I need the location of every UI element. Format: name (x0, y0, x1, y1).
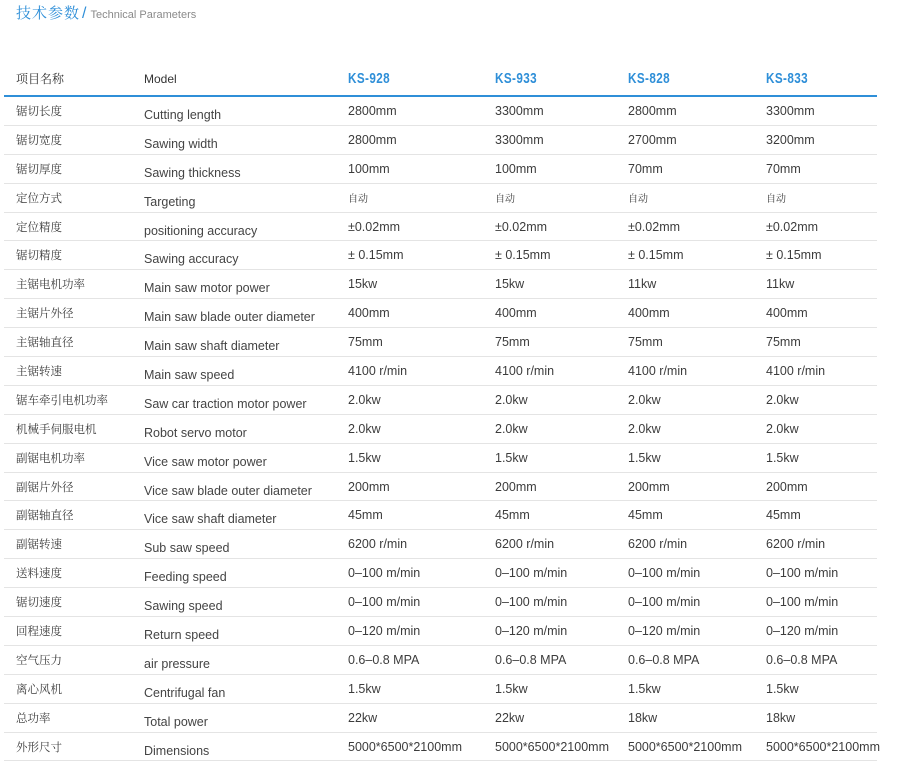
param-value: 75mm (628, 335, 663, 350)
model-heading: KS-928 (348, 70, 391, 87)
param-value: 3300mm (495, 103, 544, 118)
param-value: 2.0kw (766, 421, 799, 436)
param-value: 200mm (348, 479, 390, 494)
param-value: 4100 r/min (348, 363, 408, 378)
param-value: 400mm (348, 306, 390, 321)
param-name-en: Vice saw motor power (144, 454, 267, 469)
param-value: ±0.02mm (766, 219, 819, 234)
param-value: 2800mm (628, 103, 677, 118)
param-value: 200mm (766, 479, 808, 494)
param-name-cn: 锯切速度 (16, 595, 62, 610)
param-value: 45mm (495, 508, 530, 523)
param-name-cn: 定位精度 (16, 219, 62, 234)
param-value: 0–120 m/min (495, 623, 568, 638)
table-row (4, 617, 877, 646)
param-name-cn: 锯切长度 (16, 103, 62, 118)
param-value: 0.6–0.8 MPA (495, 652, 567, 667)
param-value: 5000*6500*2100mm (348, 739, 462, 754)
param-value: 2800mm (348, 103, 397, 118)
param-value: 15kw (495, 277, 525, 292)
param-name-en: Sub saw speed (144, 541, 230, 556)
param-value: 0–100 m/min (348, 595, 421, 610)
table-row (4, 588, 877, 617)
title-separator: / (82, 5, 87, 22)
param-value: 2.0kw (495, 421, 528, 436)
param-value: 1.5kw (628, 681, 661, 696)
model-heading: KS-828 (628, 70, 671, 87)
param-name-cn: 主锯轴直径 (16, 335, 74, 350)
param-value: 3300mm (766, 103, 815, 118)
param-name-cn: 空气压力 (16, 652, 62, 667)
param-value: 70mm (628, 161, 663, 176)
param-value: 2.0kw (495, 392, 528, 407)
header-item-name-cn: 项目名称 (16, 72, 65, 86)
table-row (4, 357, 877, 386)
table-header-row (4, 62, 877, 97)
param-value: 0–120 m/min (348, 623, 421, 638)
table-row (4, 473, 877, 502)
param-name-en: Feeding speed (144, 570, 227, 585)
table-row (4, 126, 877, 155)
param-name-en: Main saw shaft diameter (144, 339, 280, 354)
param-value: 200mm (495, 479, 537, 494)
param-value: 18kw (766, 710, 796, 725)
param-value: 2.0kw (628, 421, 661, 436)
param-value: 0–100 m/min (628, 566, 701, 581)
param-value: 0–100 m/min (628, 595, 701, 610)
param-value: 2.0kw (348, 421, 381, 436)
table-row (4, 270, 877, 299)
param-value: 0–100 m/min (495, 566, 568, 581)
table-row (4, 704, 877, 733)
param-value: 2.0kw (348, 392, 381, 407)
param-value: 自动 (766, 194, 786, 206)
param-name-cn: 机械手伺服电机 (16, 421, 97, 436)
param-value: 200mm (628, 479, 670, 494)
param-value: ±0.02mm (348, 219, 401, 234)
param-value: 100mm (495, 161, 537, 176)
param-name-cn: 定位方式 (16, 190, 62, 205)
param-name-en: Total power (144, 714, 208, 729)
param-value: 2700mm (628, 132, 677, 147)
param-value: 3200mm (766, 132, 815, 147)
param-value: 5000*6500*2100mm (495, 739, 609, 754)
table-row (4, 155, 877, 184)
param-value: 18kw (628, 710, 658, 725)
param-value: 45mm (628, 508, 663, 523)
param-name-cn: 送料速度 (16, 566, 62, 581)
param-value: 45mm (348, 508, 383, 523)
table-row (4, 530, 877, 559)
table-row (4, 646, 877, 675)
table-row (4, 444, 877, 473)
table-row (4, 97, 877, 126)
param-name-en: Sawing speed (144, 599, 223, 614)
param-value: ±0.02mm (628, 219, 681, 234)
param-value: 75mm (766, 335, 801, 350)
param-value: 0–100 m/min (495, 595, 568, 610)
param-value: 1.5kw (495, 450, 528, 465)
table-row (4, 328, 877, 357)
param-value: 2.0kw (766, 392, 799, 407)
model-heading: KS-933 (495, 70, 538, 87)
param-name-en: Targeting (144, 194, 196, 209)
param-value: 3300mm (495, 132, 544, 147)
param-value: 75mm (348, 335, 383, 350)
param-value: 1.5kw (766, 450, 799, 465)
param-value: 6200 r/min (766, 537, 826, 552)
param-name-en: Sawing thickness (144, 165, 241, 180)
param-value: 6200 r/min (348, 537, 408, 552)
param-name-cn: 主锯电机功率 (16, 277, 85, 292)
param-name-cn: 总功率 (16, 710, 51, 725)
param-name-en: air pressure (144, 656, 210, 671)
param-name-cn: 锯车牵引电机功率 (16, 392, 108, 407)
param-value: ± 0.15mm (766, 248, 822, 263)
param-value: 45mm (766, 508, 801, 523)
param-value: ± 0.15mm (348, 248, 404, 263)
spec-table (4, 62, 880, 761)
param-value: 4100 r/min (766, 363, 826, 378)
param-value: 0–100 m/min (766, 566, 839, 581)
table-row (4, 415, 877, 444)
param-value: 0.6–0.8 MPA (766, 652, 838, 667)
param-name-cn: 锯切精度 (16, 248, 62, 263)
param-name-en: Main saw motor power (144, 281, 270, 296)
param-name-en: Centrifugal fan (144, 685, 226, 700)
param-name-en: Vice saw blade outer diameter (144, 483, 312, 498)
table-row (4, 501, 877, 530)
param-value: 0.6–0.8 MPA (348, 652, 420, 667)
param-value: 5000*6500*2100mm (766, 739, 880, 754)
param-name-cn: 副锯轴直径 (16, 508, 74, 523)
param-name-en: Robot servo motor (144, 425, 247, 440)
param-name-en: Main saw blade outer diameter (144, 310, 315, 325)
param-name-en: Sawing accuracy (144, 252, 239, 267)
param-value: 1.5kw (766, 681, 799, 696)
param-name-cn: 回程速度 (16, 623, 62, 638)
param-value: 15kw (348, 277, 378, 292)
param-value: 75mm (495, 335, 530, 350)
param-value: 11kw (766, 277, 795, 292)
param-name-en: Return speed (144, 627, 220, 642)
param-value: 400mm (766, 306, 808, 321)
table-row (4, 733, 880, 762)
table-row (4, 675, 877, 704)
model-heading: KS-833 (766, 70, 809, 87)
param-value: 自动 (495, 194, 515, 206)
header-model-label: Model (144, 71, 177, 86)
param-value: 1.5kw (495, 681, 528, 696)
param-name-cn: 离心风机 (16, 681, 62, 696)
param-value: 0–120 m/min (628, 623, 701, 638)
param-value: 0–100 m/min (348, 566, 421, 581)
param-value: 400mm (628, 306, 670, 321)
param-value: 100mm (348, 161, 390, 176)
param-name-cn: 主锯转速 (16, 363, 62, 378)
param-name-cn: 副锯片外径 (16, 479, 74, 494)
param-value: 4100 r/min (628, 363, 688, 378)
param-value: 4100 r/min (495, 363, 555, 378)
param-value: 2.0kw (628, 392, 661, 407)
table-row (4, 184, 877, 213)
param-value: 2800mm (348, 132, 397, 147)
table-row (4, 559, 877, 588)
param-value: 6200 r/min (628, 537, 688, 552)
page-title (16, 2, 196, 23)
param-name-en: Main saw speed (144, 367, 235, 382)
param-value: ± 0.15mm (628, 248, 684, 263)
param-value: 自动 (628, 194, 648, 206)
param-name-en: Saw car traction motor power (144, 396, 307, 411)
param-name-en: Sawing width (144, 136, 218, 151)
param-name-en: positioning accuracy (144, 223, 258, 238)
table-row (4, 241, 877, 270)
param-value: 22kw (348, 710, 378, 725)
param-name-cn: 锯切宽度 (16, 132, 62, 147)
page-title-cn: 技术参数 (16, 4, 81, 22)
param-value: 11kw (628, 277, 657, 292)
param-name-cn: 主锯片外径 (16, 306, 74, 321)
table-row (4, 386, 877, 415)
param-value: 22kw (495, 710, 525, 725)
param-value: 自动 (348, 194, 368, 206)
param-name-en: Cutting length (144, 107, 222, 122)
param-name-en: Dimensions (144, 743, 210, 758)
param-value: ±0.02mm (495, 219, 548, 234)
param-value: 1.5kw (348, 450, 381, 465)
param-name-en: Vice saw shaft diameter (144, 512, 277, 527)
param-name-cn: 副锯电机功率 (16, 450, 85, 465)
param-name-cn: 副锯转速 (16, 537, 62, 552)
param-name-cn: 外形尺寸 (16, 739, 62, 754)
param-value: 6200 r/min (495, 537, 555, 552)
param-value: 1.5kw (348, 681, 381, 696)
page-title-en: Technical Parameters (90, 9, 197, 21)
param-value: 0–120 m/min (766, 623, 839, 638)
param-value: 400mm (495, 306, 537, 321)
param-value: 5000*6500*2100mm (628, 739, 742, 754)
param-value: 0–100 m/min (766, 595, 839, 610)
table-row (4, 213, 877, 242)
table-row (4, 299, 877, 328)
param-value: 1.5kw (628, 450, 661, 465)
param-value: 0.6–0.8 MPA (628, 652, 700, 667)
param-value: ± 0.15mm (495, 248, 551, 263)
param-name-cn: 锯切厚度 (16, 161, 62, 176)
param-value: 70mm (766, 161, 801, 176)
